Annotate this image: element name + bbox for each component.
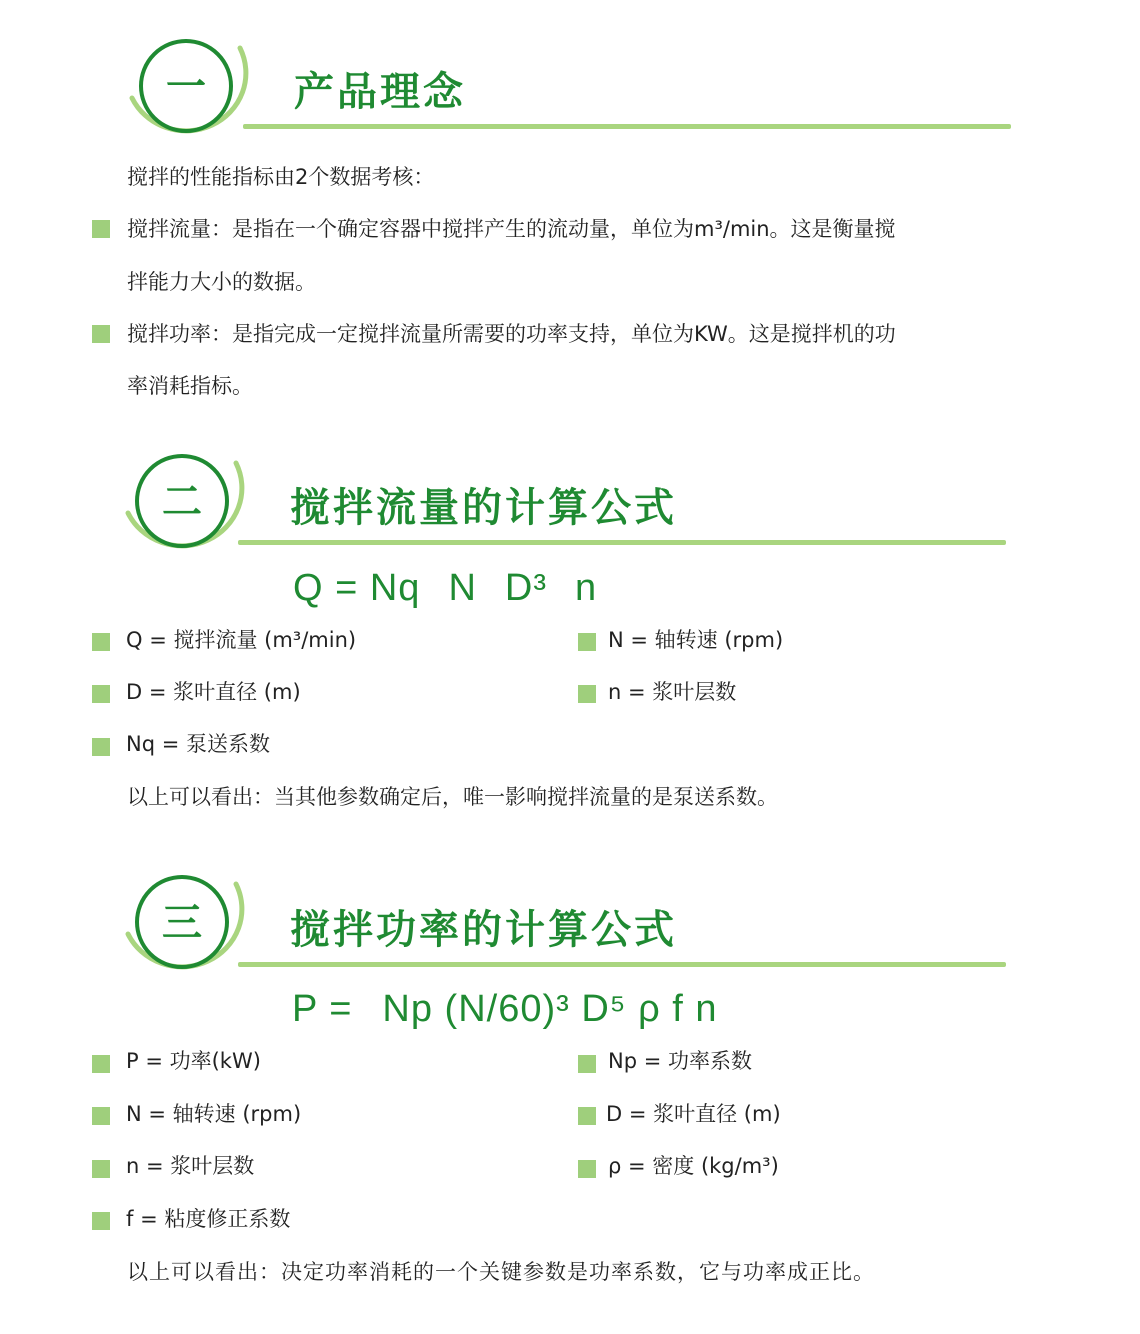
def-n: N = 轴转速 (rpm) [126,1102,302,1126]
bullet-square-icon [92,1107,110,1125]
section-title: 产品理念 [294,69,466,115]
formula-rhs: Np (N/60)³ D⁵ ρ f n [382,988,718,1030]
bullet-square-icon [92,738,110,756]
section-underline [238,962,1006,967]
conclusion-text: 以上可以看出：当其他参数确定后，唯一影响搅拌流量的是泵送系数。 [127,785,778,809]
item-power-line2: 率消耗指标。 [127,374,253,398]
def-f: f = 粘度修正系数 [126,1207,291,1231]
intro-text: 搅拌的性能指标由2个数据考核： [127,165,435,189]
def-nq: Nq = 泵送系数 [126,732,270,756]
section-underline [238,540,1006,545]
def-q: Q = 搅拌流量 (m³/min) [126,628,357,652]
bullet-square-icon [92,1212,110,1230]
def-layers: n = 浆叶层数 [608,680,737,704]
bullet-square-icon [578,1107,596,1125]
bullet-square-icon [92,633,110,651]
section-numeral: 三 [162,900,202,946]
section-underline [243,124,1011,129]
formula-term-d: D³ [504,567,548,609]
def-d: D = 浆叶直径 (m) [126,680,301,704]
bullet-square-icon [578,1160,596,1178]
bullet-square-icon [92,325,110,343]
section-title: 搅拌流量的计算公式 [290,485,677,531]
def-d: D = 浆叶直径 (m) [606,1102,781,1126]
section-badge-3 [118,864,248,984]
conclusion-text: 以上可以看出：决定功率消耗的一个关键参数是功率系数，它与功率成正比。 [127,1260,875,1284]
formula-lhs: P = [292,988,353,1030]
formula-term-layers: n [575,567,598,609]
bullet-square-icon [92,220,110,238]
section-badge-2 [118,443,248,563]
bullet-square-icon [578,633,596,651]
def-layers: n = 浆叶层数 [126,1154,255,1178]
item-power-line1: 搅拌功率：是指完成一定搅拌流量所需要的功率支持，单位为KW。这是搅拌机的功 [127,322,896,346]
def-n: N = 轴转速 (rpm) [608,628,784,652]
bullet-square-icon [578,1055,596,1073]
def-rho: ρ = 密度 (kg/m³) [608,1154,779,1178]
flow-formula [293,567,597,610]
section-numeral: 二 [162,479,202,525]
circle-badge-icon [122,28,252,148]
bullet-square-icon [578,685,596,703]
item-flow-line1: 搅拌流量：是指在一个确定容器中搅拌产生的流动量，单位为m³/min。这是衡量搅 [127,217,896,241]
formula-term-n: N [448,567,477,609]
section-badge-1 [122,28,252,148]
circle-badge-icon [118,864,248,984]
item-flow-line2: 拌能力大小的数据。 [127,270,316,294]
def-p: P = 功率(kW) [126,1049,261,1073]
def-np: Np = 功率系数 [608,1049,752,1073]
bullet-square-icon [92,1055,110,1073]
bullet-square-icon [92,685,110,703]
formula-lhs: Q = Nq [293,567,421,609]
power-formula [292,988,718,1031]
section-title: 搅拌功率的计算公式 [290,907,677,953]
section-numeral: 一 [166,64,206,110]
bullet-square-icon [92,1160,110,1178]
circle-badge-icon [118,443,248,563]
